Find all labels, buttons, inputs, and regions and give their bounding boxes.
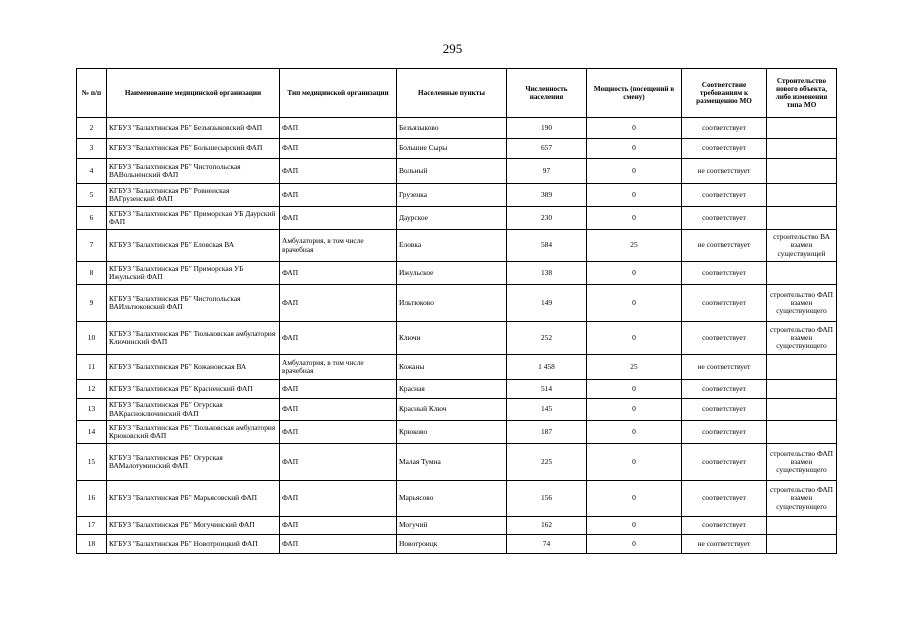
cell-locality: Ижульское (397, 262, 507, 285)
cell-population: 252 (507, 322, 587, 355)
cell-type: ФАП (280, 517, 397, 535)
cell-compliance: соответствует (682, 285, 767, 322)
cell-construction (767, 118, 837, 139)
table-row (77, 355, 837, 380)
cell-type: Амбулатория, в том числе врачебная (280, 355, 397, 380)
cell-org: КГБУЗ "Балахтинская РБ" Еловская ВА (107, 230, 280, 262)
cell-population: 138 (507, 262, 587, 285)
cell-compliance: соответствует (682, 399, 767, 421)
cell-population: 156 (507, 481, 587, 517)
cell-construction (767, 207, 837, 230)
table-row (77, 230, 837, 262)
cell-locality: Еловка (397, 230, 507, 262)
table-row (77, 444, 837, 481)
cell-num: 4 (77, 159, 107, 184)
cell-population: 145 (507, 399, 587, 421)
cell-num: 14 (77, 421, 107, 444)
cell-compliance: соответствует (682, 184, 767, 207)
cell-compliance: соответствует (682, 481, 767, 517)
cell-locality: Могучий (397, 517, 507, 535)
table-row (77, 380, 837, 399)
cell-construction (767, 399, 837, 421)
cell-construction: строительство ВА взамен существующей (767, 230, 837, 262)
header-capacity: Мощность (посещений в смену) (587, 69, 682, 118)
cell-compliance: соответствует (682, 118, 767, 139)
cell-capacity: 0 (587, 444, 682, 481)
cell-locality: Даурское (397, 207, 507, 230)
cell-locality: Большие Сыры (397, 139, 507, 159)
cell-locality: Кожаны (397, 355, 507, 380)
cell-org: КГБУЗ "Балахтинская РБ" Большесырский ФАП (107, 139, 280, 159)
header-org: Наименование медицинской организации (107, 69, 280, 118)
cell-population: 1 458 (507, 355, 587, 380)
cell-type: ФАП (280, 262, 397, 285)
cell-num: 9 (77, 285, 107, 322)
table-row (77, 118, 837, 139)
header-num: № п/п (77, 69, 107, 118)
cell-org: КГБУЗ "Балахтинская РБ" Чистопольская ВАВольненский ФАП (107, 159, 280, 184)
cell-org: КГБУЗ "Балахтинская РБ" Марьясовский ФАП (107, 481, 280, 517)
cell-num: 7 (77, 230, 107, 262)
cell-type: ФАП (280, 535, 397, 554)
cell-type: ФАП (280, 322, 397, 355)
cell-compliance: не соответствует (682, 230, 767, 262)
cell-type: ФАП (280, 380, 397, 399)
cell-construction (767, 355, 837, 380)
cell-locality: Грузенка (397, 184, 507, 207)
cell-type: ФАП (280, 207, 397, 230)
cell-org: КГБУЗ "Балахтинская РБ" Безъязыковский ФАП (107, 118, 280, 139)
cell-org: КГБУЗ "Балахтинская РБ" Ровненская ВАГрузенский ФАП (107, 184, 280, 207)
table-row (77, 285, 837, 322)
cell-construction (767, 517, 837, 535)
cell-locality: Красная (397, 380, 507, 399)
cell-locality: Новотроицк (397, 535, 507, 554)
cell-capacity: 0 (587, 184, 682, 207)
cell-population: 657 (507, 139, 587, 159)
cell-num: 13 (77, 399, 107, 421)
cell-compliance: соответствует (682, 421, 767, 444)
cell-capacity: 0 (587, 207, 682, 230)
cell-capacity: 0 (587, 322, 682, 355)
cell-type: ФАП (280, 285, 397, 322)
cell-population: 230 (507, 207, 587, 230)
table-row (77, 481, 837, 517)
cell-population: 190 (507, 118, 587, 139)
cell-num: 10 (77, 322, 107, 355)
cell-num: 15 (77, 444, 107, 481)
cell-capacity: 0 (587, 139, 682, 159)
cell-num: 8 (77, 262, 107, 285)
cell-type: Амбулатория, в том числе врачебная (280, 230, 397, 262)
cell-construction (767, 262, 837, 285)
cell-population: 162 (507, 517, 587, 535)
cell-compliance: соответствует (682, 207, 767, 230)
table-header-row (77, 69, 837, 118)
cell-org: КГБУЗ "Балахтинская РБ" Чистопольская ВАИльтюковский ФАП (107, 285, 280, 322)
cell-capacity: 0 (587, 380, 682, 399)
cell-capacity: 0 (587, 118, 682, 139)
cell-compliance: соответствует (682, 139, 767, 159)
cell-capacity: 0 (587, 159, 682, 184)
cell-num: 2 (77, 118, 107, 139)
cell-capacity: 0 (587, 262, 682, 285)
cell-org: КГБУЗ "Балахтинская РБ" Тюльковская амбулатория Крюковский ФАП (107, 421, 280, 444)
table-row (77, 207, 837, 230)
cell-num: 16 (77, 481, 107, 517)
cell-population: 225 (507, 444, 587, 481)
cell-compliance: не соответствует (682, 535, 767, 554)
cell-org: КГБУЗ "Балахтинская РБ" Кожановская ВА (107, 355, 280, 380)
cell-population: 149 (507, 285, 587, 322)
header-compliance: Соответствие требованиям к размещению МО (682, 69, 767, 118)
cell-locality: Вольный (397, 159, 507, 184)
table-row (77, 322, 837, 355)
header-type: Тип медицинской организации (280, 69, 397, 118)
cell-locality: Ключи (397, 322, 507, 355)
table-row (77, 139, 837, 159)
cell-locality: Безъязыково (397, 118, 507, 139)
page-number: 295 (442, 41, 463, 56)
table-row (77, 517, 837, 535)
table-row (77, 421, 837, 444)
cell-num: 6 (77, 207, 107, 230)
cell-population: 187 (507, 421, 587, 444)
cell-type: ФАП (280, 481, 397, 517)
cell-org: КГБУЗ "Балахтинская РБ" Приморская УБ Даурский ФАП (107, 207, 280, 230)
cell-type: ФАП (280, 184, 397, 207)
cell-capacity: 0 (587, 285, 682, 322)
cell-type: ФАП (280, 421, 397, 444)
cell-capacity: 0 (587, 421, 682, 444)
cell-locality: Ильтюково (397, 285, 507, 322)
cell-capacity: 0 (587, 535, 682, 554)
cell-capacity: 25 (587, 355, 682, 380)
cell-num: 5 (77, 184, 107, 207)
cell-population: 97 (507, 159, 587, 184)
cell-construction (767, 380, 837, 399)
cell-org: КГБУЗ "Балахтинская РБ" Могучинский ФАП (107, 517, 280, 535)
cell-compliance: соответствует (682, 380, 767, 399)
cell-locality: Малая Тумна (397, 444, 507, 481)
table-row (77, 399, 837, 421)
cell-construction: строительство ФАП взамен существующего (767, 444, 837, 481)
cell-compliance: не соответствует (682, 355, 767, 380)
medical-organizations-table (76, 68, 837, 554)
cell-type: ФАП (280, 444, 397, 481)
cell-population: 584 (507, 230, 587, 262)
cell-compliance: соответствует (682, 262, 767, 285)
table-row (77, 535, 837, 554)
cell-capacity: 0 (587, 481, 682, 517)
cell-capacity: 25 (587, 230, 682, 262)
cell-capacity: 0 (587, 399, 682, 421)
cell-locality: Крюково (397, 421, 507, 444)
cell-num: 17 (77, 517, 107, 535)
cell-org: КГБУЗ "Балахтинская РБ" Приморская УБ Ижульский ФАП (107, 262, 280, 285)
cell-construction: строительство ФАП взамен существующего (767, 285, 837, 322)
cell-org: КГБУЗ "Балахтинская РБ" Огурская ВАМалотуминский ФАП (107, 444, 280, 481)
cell-type: ФАП (280, 399, 397, 421)
cell-num: 12 (77, 380, 107, 399)
cell-construction (767, 184, 837, 207)
header-locality: Населенные пункты (397, 69, 507, 118)
cell-compliance: не соответствует (682, 159, 767, 184)
cell-construction (767, 139, 837, 159)
cell-org: КГБУЗ "Балахтинская РБ" Красненский ФАП (107, 380, 280, 399)
cell-compliance: соответствует (682, 517, 767, 535)
cell-compliance: соответствует (682, 444, 767, 481)
cell-org: КГБУЗ "Балахтинская РБ" Огурская ВАКраснoключинский ФАП (107, 399, 280, 421)
cell-num: 11 (77, 355, 107, 380)
cell-construction (767, 421, 837, 444)
table-row (77, 184, 837, 207)
table-row (77, 159, 837, 184)
cell-construction (767, 535, 837, 554)
cell-population: 74 (507, 535, 587, 554)
cell-construction: строительство ФАП взамен существующего (767, 481, 837, 517)
cell-type: ФАП (280, 159, 397, 184)
cell-type: ФАП (280, 118, 397, 139)
header-construction: Строительство нового объекта, либо изменения типа МО (767, 69, 837, 118)
cell-construction: строительство ФАП взамен существующего (767, 322, 837, 355)
table-row (77, 262, 837, 285)
cell-type: ФАП (280, 139, 397, 159)
cell-locality: Красный Ключ (397, 399, 507, 421)
cell-capacity: 0 (587, 517, 682, 535)
cell-locality: Марьясово (397, 481, 507, 517)
cell-num: 18 (77, 535, 107, 554)
cell-population: 514 (507, 380, 587, 399)
cell-num: 3 (77, 139, 107, 159)
cell-org: КГБУЗ "Балахтинская РБ" Новотроицкий ФАП (107, 535, 280, 554)
cell-org: КГБУЗ "Балахтинская РБ" Тюльковская амбулатория Ключинский ФАП (107, 322, 280, 355)
cell-construction (767, 159, 837, 184)
cell-compliance: соответствует (682, 322, 767, 355)
header-population: Численность населения (507, 69, 587, 118)
cell-population: 389 (507, 184, 587, 207)
